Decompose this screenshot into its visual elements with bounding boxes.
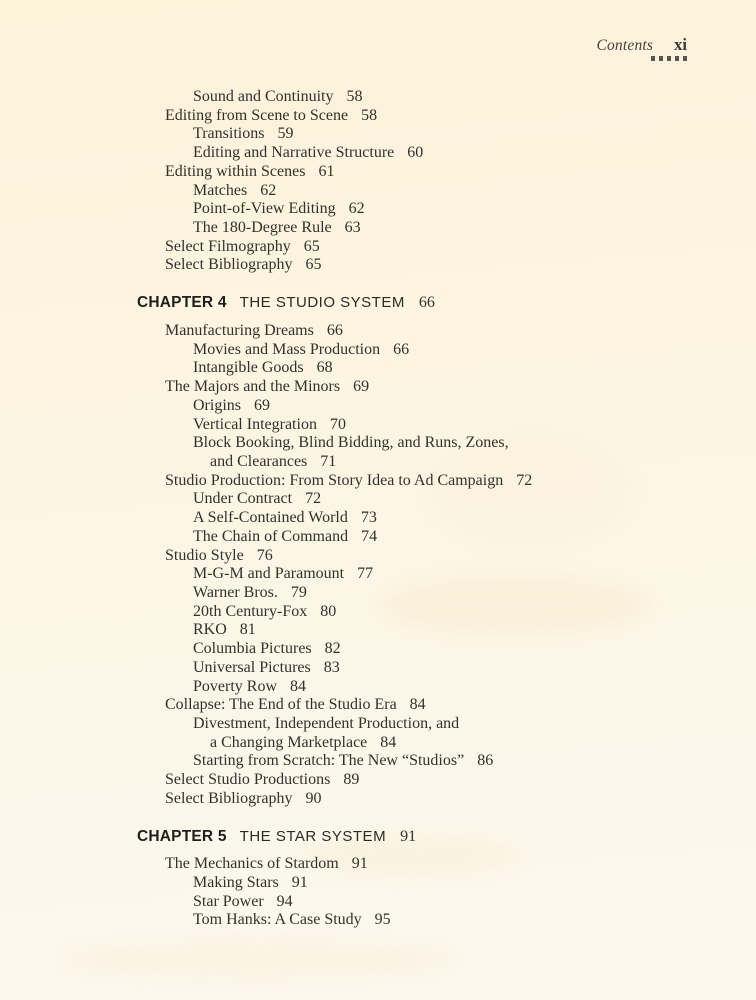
toc-entry-page-number: 73 bbox=[360, 509, 377, 527]
chapter-page-number: 66 bbox=[418, 294, 435, 312]
toc-entry-page-number: 65 bbox=[305, 256, 322, 274]
chapter-title: THE STAR SYSTEM bbox=[239, 827, 387, 845]
toc-entry-title: Studio Production: From Story Idea to Ad Campaign bbox=[165, 471, 504, 489]
toc-entry-title: The Chain of Command bbox=[193, 527, 349, 545]
toc-entry-page-number: 61 bbox=[318, 162, 335, 180]
toc-entry-title: Sound and Continuity bbox=[193, 88, 334, 105]
ornament-square bbox=[667, 56, 672, 61]
toc-entry-title: Editing within Scenes bbox=[165, 162, 306, 180]
toc-entry-page-number: 66 bbox=[393, 340, 410, 358]
toc-entry bbox=[137, 238, 697, 257]
toc-entry-title: Universal Pictures bbox=[193, 658, 311, 676]
ornament-square bbox=[683, 56, 688, 61]
toc-entry bbox=[137, 715, 697, 734]
toc-entry-title: Making Stars bbox=[193, 874, 279, 892]
toc-entry-page-number: 70 bbox=[329, 415, 346, 433]
toc-entry-page-number: 82 bbox=[324, 640, 341, 658]
toc-entry-page-number: 89 bbox=[343, 771, 360, 789]
toc-entry-title: Origins bbox=[193, 396, 241, 414]
toc-entry-page-number: 81 bbox=[239, 621, 256, 639]
toc-entry-title: Matches bbox=[193, 181, 248, 199]
toc-entry-page-number: 77 bbox=[357, 565, 374, 583]
toc-entry bbox=[137, 678, 697, 697]
toc-entry-title: Select Studio Productions bbox=[165, 771, 331, 789]
toc-entry bbox=[137, 472, 697, 491]
toc-entry-title: The 180-Degree Rule bbox=[193, 219, 332, 237]
toc-entry-page-number: 62 bbox=[348, 200, 365, 218]
toc-entry-title: Tom Hanks: A Case Study bbox=[193, 911, 362, 929]
running-head bbox=[596, 35, 687, 55]
toc-entry-title: and Clearances bbox=[210, 452, 308, 470]
toc-entry bbox=[137, 603, 697, 622]
toc-entry-title: Columbia Pictures bbox=[193, 640, 312, 658]
toc-entry-title: Studio Style bbox=[165, 546, 244, 564]
toc-entry-title: The Mechanics of Stardom bbox=[165, 855, 339, 873]
toc-entry-title: Manufacturing Dreams bbox=[165, 321, 314, 339]
toc-entry-page-number: 68 bbox=[316, 359, 333, 377]
toc-entry-page-number: 83 bbox=[323, 658, 340, 676]
toc-entry bbox=[137, 790, 697, 809]
toc-entry-page-number: 95 bbox=[374, 911, 391, 929]
toc-entry-page-number: 80 bbox=[320, 602, 337, 620]
chapter-label: CHAPTER 4 bbox=[137, 294, 227, 312]
toc-entry bbox=[137, 144, 697, 163]
toc-entry-title: Divestment, Independent Production, and bbox=[193, 715, 460, 732]
toc-entry-title: Transitions bbox=[193, 125, 265, 143]
toc-entry-title: A Self-Contained World bbox=[193, 509, 348, 527]
toc-entry bbox=[137, 219, 697, 238]
toc-entry-page-number: 84 bbox=[409, 696, 426, 714]
toc-entry-title: Movies and Mass Production bbox=[193, 340, 381, 358]
toc-entry bbox=[137, 565, 697, 584]
toc-entry bbox=[137, 397, 697, 416]
toc-entry bbox=[137, 163, 697, 182]
ornament-square bbox=[659, 56, 664, 61]
toc-entry-page-number: 90 bbox=[305, 789, 322, 807]
toc-entry-title: Intangible Goods bbox=[193, 359, 304, 377]
toc-entry-page-number: 69 bbox=[254, 396, 270, 414]
toc-entry-title: Warner Bros. bbox=[193, 583, 278, 601]
table-of-contents bbox=[137, 88, 697, 930]
toc-entry bbox=[137, 874, 697, 893]
toc-entry bbox=[137, 528, 697, 547]
toc-entry-title: Star Power bbox=[193, 892, 264, 910]
toc-entry-page-number: 84 bbox=[290, 677, 306, 695]
toc-entry-title: Starting from Scratch: The New “Studios” bbox=[193, 752, 465, 770]
toc-entry-title: 20th Century-Fox bbox=[193, 602, 308, 620]
toc-entry-title: RKO bbox=[193, 621, 227, 639]
toc-entry-page-number: 69 bbox=[353, 378, 370, 396]
toc-entry-page-number: 63 bbox=[344, 219, 361, 237]
toc-entry bbox=[137, 200, 697, 219]
toc-entry bbox=[137, 341, 697, 360]
toc-entry bbox=[137, 416, 697, 435]
chapter-title: THE STUDIO SYSTEM bbox=[239, 294, 405, 312]
toc-entry-page-number: 72 bbox=[305, 490, 322, 508]
toc-entry-page-number: 94 bbox=[276, 892, 293, 910]
toc-entry-page-number: 62 bbox=[260, 181, 277, 199]
toc-entry bbox=[137, 584, 697, 603]
toc-entry-page-number: 79 bbox=[290, 583, 307, 601]
toc-entry-title: Editing and Narrative Structure bbox=[193, 144, 395, 162]
toc-entry-title: Select Bibliography bbox=[165, 789, 293, 807]
toc-entry bbox=[137, 752, 697, 771]
toc-entry bbox=[137, 734, 697, 753]
toc-entry-title: Select Filmography bbox=[165, 237, 291, 255]
toc-entry-page-number: 59 bbox=[277, 125, 294, 143]
toc-entry bbox=[137, 107, 697, 126]
toc-entry-title: Select Bibliography bbox=[165, 256, 293, 274]
running-head-title: Contents bbox=[596, 37, 654, 54]
toc-entry bbox=[137, 659, 697, 678]
toc-entry bbox=[137, 509, 697, 528]
toc-entry-page-number: 71 bbox=[320, 452, 337, 470]
chapter-page-number: 91 bbox=[400, 827, 417, 845]
header-ornament-squares bbox=[651, 56, 688, 61]
toc-entry-title: Block Booking, Blind Bidding, and Runs, Zones, bbox=[193, 434, 509, 452]
toc-entry bbox=[137, 322, 697, 341]
toc-entry-title: M-G-M and Paramount bbox=[193, 565, 345, 583]
toc-entry bbox=[137, 771, 697, 790]
ornament-square bbox=[675, 56, 680, 61]
toc-entry-title: Point-of-View Editing bbox=[193, 200, 336, 218]
chapter-heading bbox=[137, 828, 697, 847]
toc-entry-page-number: 58 bbox=[346, 88, 363, 105]
toc-entry-page-number: 72 bbox=[516, 471, 533, 489]
toc-entry-page-number: 60 bbox=[407, 144, 424, 162]
toc-entry bbox=[137, 547, 697, 566]
folio-page-number: xi bbox=[674, 35, 687, 54]
toc-entry-title: Collapse: The End of the Studio Era bbox=[165, 696, 397, 714]
toc-entry bbox=[137, 640, 697, 659]
toc-entry bbox=[137, 256, 697, 275]
chapter-heading bbox=[137, 294, 697, 313]
toc-entry-title: Under Contract bbox=[193, 490, 293, 508]
toc-entry bbox=[137, 88, 697, 107]
toc-entry-title: Vertical Integration bbox=[193, 415, 317, 433]
toc-entry bbox=[137, 434, 697, 453]
paper-showthrough-texture bbox=[60, 940, 460, 980]
ornament-square bbox=[651, 56, 656, 61]
toc-entry-title: Editing from Scene to Scene bbox=[165, 106, 349, 124]
toc-entry-title: Poverty Row bbox=[193, 677, 277, 695]
toc-entry bbox=[137, 453, 697, 472]
toc-entry bbox=[137, 621, 697, 640]
toc-entry-page-number: 76 bbox=[256, 546, 273, 564]
toc-entry bbox=[137, 855, 697, 874]
toc-entry bbox=[137, 125, 697, 144]
toc-entry bbox=[137, 696, 697, 715]
toc-entry bbox=[137, 911, 697, 930]
chapter-label: CHAPTER 5 bbox=[137, 827, 227, 845]
toc-entry-title: The Majors and the Minors bbox=[165, 378, 341, 396]
toc-entry-page-number: 74 bbox=[361, 527, 378, 545]
toc-entry bbox=[137, 378, 697, 397]
toc-entry-page-number: 84 bbox=[380, 733, 397, 751]
toc-entry-page-number: 66 bbox=[326, 321, 343, 339]
toc-entry bbox=[137, 359, 697, 378]
toc-entry-page-number: 91 bbox=[291, 874, 308, 892]
toc-entry bbox=[137, 182, 697, 201]
toc-entry-page-number: 86 bbox=[477, 752, 494, 770]
toc-entry-title: a Changing Marketplace bbox=[210, 733, 368, 751]
toc-entry bbox=[137, 490, 697, 509]
toc-entry-page-number: 58 bbox=[361, 106, 378, 124]
toc-entry bbox=[137, 893, 697, 912]
toc-entry-page-number: 91 bbox=[351, 855, 368, 873]
toc-entry-page-number: 65 bbox=[303, 237, 320, 255]
